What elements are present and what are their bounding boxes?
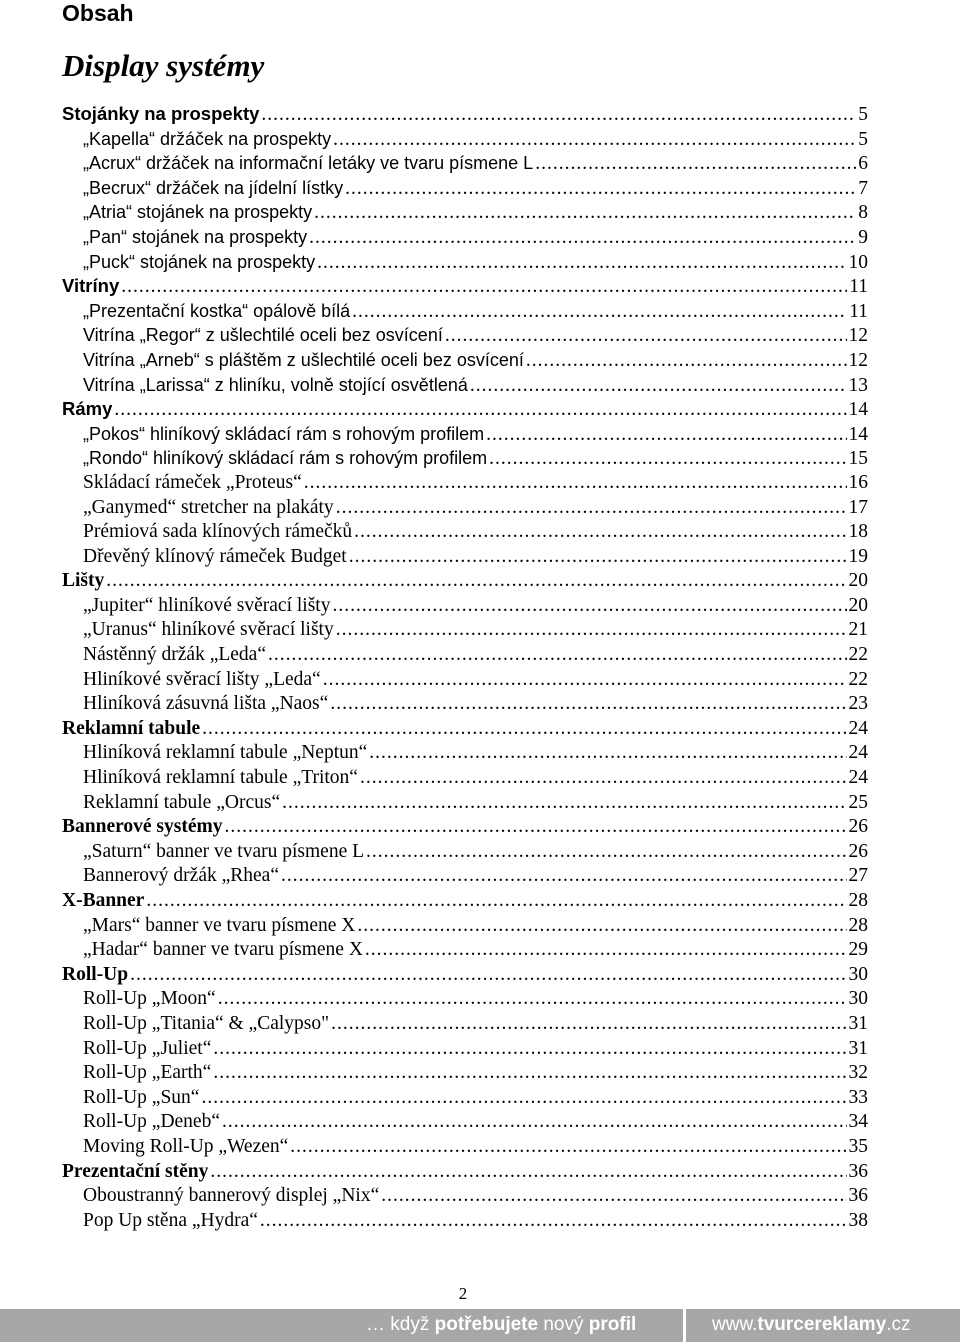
toc-entry[interactable] [62, 1012, 868, 1037]
toc-page-number: 23 [848, 693, 868, 715]
toc-entry[interactable] [62, 1209, 868, 1234]
toc-dot-leader [201, 1086, 846, 1111]
toc-entry-title: Dřevěný klínový rámeček Budget [83, 545, 347, 567]
toc-dot-leader [261, 103, 856, 128]
toc-entry[interactable] [62, 840, 868, 865]
page-number: 2 [458, 1284, 468, 1303]
toc-page-number: 34 [848, 1111, 868, 1133]
toc-dot-leader [336, 496, 847, 521]
toc-page-number: 28 [848, 914, 868, 936]
toc-dot-leader [146, 889, 846, 914]
toc-section-entry[interactable] [62, 963, 868, 988]
toc-entry-title: Pop Up stěna „Hydra“ [83, 1209, 258, 1231]
toc-page-number: 5 [858, 128, 868, 150]
toc-page-number: 17 [848, 496, 868, 518]
toc-entry-title: Roll-Up „Earth“ [83, 1062, 212, 1084]
toc-section-entry[interactable] [62, 1160, 868, 1185]
toc-dot-leader [345, 177, 856, 202]
toc-entry[interactable] [62, 938, 868, 963]
toc-page-number: 36 [848, 1160, 868, 1182]
toc-section-entry[interactable] [62, 889, 868, 914]
toc-dot-leader [489, 447, 846, 472]
toc-entry[interactable] [62, 864, 868, 889]
toc-entry-title: „Becrux“ držáček na jídelní lístky [83, 177, 344, 198]
toc-entry-title: Reklamní tabule [62, 717, 201, 739]
toc-page-number: 9 [858, 226, 868, 248]
tagline-prefix: … když [366, 1314, 435, 1335]
toc-entry-title: Roll-Up [62, 963, 129, 985]
toc-entry-title: „Uranus“ hliníkové svěrací lišty [83, 619, 334, 641]
toc-entry[interactable] [62, 741, 868, 766]
toc-entry-title: „Jupiter“ hliníkové svěrací lišty [83, 594, 331, 616]
toc-entry[interactable] [62, 766, 868, 791]
toc-dot-leader [333, 128, 856, 153]
toc-section-entry[interactable] [62, 717, 868, 742]
toc-page-number: 18 [848, 521, 868, 543]
toc-entry-title: „Mars“ banner ve tvaru písmene X [83, 914, 356, 936]
toc-entry-title: Nástěnný držák „Leda“ [83, 644, 266, 666]
toc-entry[interactable] [62, 1037, 868, 1062]
toc-entry-title: „Atria“ stojánek na prospekty [83, 202, 313, 223]
toc-entry[interactable] [62, 348, 868, 373]
toc-entry-title: Roll-Up „Moon“ [83, 988, 216, 1010]
toc-dot-leader [369, 741, 846, 766]
toc-dot-leader [366, 840, 846, 865]
toc-entry-title: Hliníková zásuvná lišta „Naos“ [83, 693, 329, 715]
toc-page-number: 25 [848, 791, 868, 813]
toc-entry-title: Vitrína „Larissa“ z hliníku, volně stojící osvětlená [83, 374, 468, 395]
toc-entry-title: Hliníkové svěrací lišty „Leda“ [83, 668, 321, 690]
toc-entry-title: „Pan“ stojánek na prospekty [83, 226, 308, 247]
toc-entry-title: Oboustranný bannerový displej „Nix“ [83, 1185, 380, 1207]
toc-section-entry[interactable] [62, 815, 868, 840]
toc-entry[interactable] [62, 668, 868, 693]
toc-page-number: 24 [848, 742, 868, 764]
toc-page-number: 35 [848, 1135, 868, 1157]
toc-entry[interactable] [62, 176, 868, 201]
toc-entry[interactable] [62, 1086, 868, 1111]
toc-page-number: 30 [848, 963, 868, 985]
page-title: Display systémy [62, 48, 265, 83]
toc-dot-leader [210, 1160, 846, 1185]
toc-dot-leader [213, 1037, 846, 1062]
toc-entry[interactable] [62, 914, 868, 939]
toc-entry-title: Stojánky na prospekty [62, 103, 260, 124]
toc-entry-title: „Puck“ stojánek na prospekty [83, 251, 316, 272]
toc-entry-title: Prezentační stěny [62, 1160, 209, 1182]
toc-dot-leader [225, 815, 847, 840]
toc-entry[interactable] [62, 1135, 868, 1160]
toc-dot-leader [106, 569, 846, 594]
toc-entry-title: Bannerový držák „Rhea“ [83, 865, 279, 887]
toc-page-number: 26 [848, 840, 868, 862]
toc-dot-leader [486, 423, 846, 448]
toc-entry-title: Reklamní tabule „Orcus“ [83, 791, 281, 813]
toc-entry[interactable] [62, 1110, 868, 1135]
toc-page-number: 15 [848, 448, 868, 470]
toc-page-number: 20 [848, 570, 868, 592]
toc-page-number: 30 [848, 988, 868, 1010]
toc-entry[interactable] [62, 446, 868, 471]
toc-entry[interactable] [62, 618, 868, 643]
toc-dot-leader [282, 791, 846, 816]
url-prefix: www. [712, 1314, 758, 1335]
toc-entry[interactable] [62, 692, 868, 717]
toc-entry-title: Vitrína „Arneb“ s pláštěm z ušlechtilé oceli bez osvícení [83, 349, 524, 370]
toc-entry[interactable] [62, 545, 868, 570]
tagline-end: profil [588, 1314, 637, 1335]
toc-page-number: 22 [848, 668, 868, 690]
toc-dot-leader [330, 692, 846, 717]
footer-tagline [366, 1312, 636, 1338]
toc-entry[interactable] [62, 594, 868, 619]
toc-entry-title: Roll-Up „Titania“ & „Calypso" [83, 1012, 330, 1034]
toc-dot-leader [336, 618, 847, 643]
toc-entry-title: Prémiová sada klínových rámečků [83, 521, 353, 543]
toc-page-number: 36 [848, 1185, 868, 1207]
toc-page-number: 6 [858, 153, 868, 175]
toc-dot-leader [357, 914, 846, 939]
toc-entry-title: „Kapella“ držáček na prospekty [83, 128, 332, 149]
toc-entry[interactable] [62, 373, 868, 398]
toc-dot-leader [218, 987, 847, 1012]
toc-dot-leader [332, 594, 846, 619]
toc-page-number: 10 [848, 251, 868, 273]
toc-page-number: 38 [848, 1209, 868, 1231]
toc-page-number: 29 [848, 939, 868, 961]
toc-entry-title: „Rondo“ hliníkový skládací rám s rohovým profilem [83, 448, 488, 469]
toc-entry-title: Bannerové systémy [62, 816, 223, 838]
toc-section-entry[interactable] [62, 102, 868, 127]
toc-entry-title: „Saturn“ banner ve tvaru písmene L [83, 840, 365, 862]
toc-entry[interactable] [62, 1184, 868, 1209]
toc-page-number: 32 [848, 1062, 868, 1084]
toc-dot-leader [309, 226, 856, 251]
toc-entry-title: Roll-Up „Juliet“ [83, 1037, 212, 1059]
toc-page-number: 21 [848, 619, 868, 641]
toc-entry-title: Roll-Up „Sun“ [83, 1086, 200, 1108]
toc-page-number: 24 [848, 767, 868, 789]
toc-entry[interactable] [62, 151, 868, 176]
toc-page-number: 28 [848, 890, 868, 911]
toc-dot-leader [470, 374, 847, 399]
toc-page-number: 24 [848, 717, 868, 739]
toc-page-number: 12 [848, 325, 868, 347]
toc-section-entry[interactable] [62, 569, 868, 594]
toc-page-number: 11 [849, 300, 868, 322]
toc-entry-title: „Hadar“ banner ve tvaru písmene X [83, 939, 363, 961]
toc-page-number: 31 [848, 1037, 868, 1059]
toc-dot-leader [349, 545, 847, 570]
toc-entry[interactable] [62, 250, 868, 275]
toc-dot-leader [213, 1061, 846, 1086]
toc-entry[interactable] [62, 496, 868, 521]
toc-entry-title: Hliníková reklamní tabule „Triton“ [83, 767, 358, 789]
toc-section-entry[interactable] [62, 397, 868, 422]
toc-entry[interactable] [62, 791, 868, 816]
toc-page-number: 14 [848, 399, 868, 421]
toc-dot-leader [314, 201, 856, 226]
toc-entry[interactable] [62, 422, 868, 447]
toc-entry[interactable] [62, 127, 868, 152]
toc-dot-leader [354, 520, 846, 545]
toc-page-number: 31 [848, 1012, 868, 1034]
toc-section-entry[interactable] [62, 274, 868, 299]
toc-entry-title: Rámy [62, 398, 113, 420]
toc-entry[interactable] [62, 200, 868, 225]
toc-entry-title: „Ganymed“ stretcher na plakáty [83, 496, 334, 518]
toc-dot-leader [317, 251, 846, 276]
toc-entry-title: Skládací rámeček „Proteus“ [83, 471, 302, 493]
toc-page-number: 13 [848, 374, 868, 396]
toc-page-number: 8 [858, 202, 868, 224]
toc-dot-leader [268, 643, 847, 668]
toc-dot-leader [352, 300, 847, 325]
toc-dot-leader [260, 1209, 847, 1234]
toc-dot-leader [202, 717, 846, 742]
toc-page-number: 26 [848, 816, 868, 838]
toc-entry[interactable] [62, 299, 868, 324]
toc-dot-leader [121, 275, 847, 300]
toc-entry-title: „Pokos“ hliníkový skládací rám s rohovým profilem [83, 423, 485, 444]
toc-dot-leader [360, 766, 847, 791]
url-domain: tvurcereklamy [757, 1314, 887, 1335]
toc-page-number: 14 [848, 423, 868, 445]
toc-entry[interactable] [62, 471, 868, 496]
toc-page-number: 33 [848, 1086, 868, 1108]
toc-dot-leader [331, 1012, 846, 1037]
toc-dot-leader [304, 471, 847, 496]
toc-entry-title: Roll-Up „Deneb“ [83, 1111, 220, 1133]
toc-page-number: 22 [848, 644, 868, 666]
toc-entry[interactable] [62, 643, 868, 668]
toc-entry-title: Vitríny [62, 275, 120, 297]
toc-dot-leader [381, 1184, 846, 1209]
toc-page-number: 12 [848, 349, 868, 371]
toc-dot-leader [290, 1135, 846, 1160]
url-suffix: .cz [886, 1314, 911, 1335]
section-label: Obsah [62, 0, 134, 26]
toc-dot-leader [114, 398, 846, 423]
toc-page-number: 27 [848, 865, 868, 887]
toc-entry-title: „Acrux“ držáček na informační letáky ve tvaru písmene L [83, 153, 534, 174]
toc-entry[interactable] [62, 1061, 868, 1086]
toc-dot-leader [445, 324, 847, 349]
toc-page-number: 7 [858, 177, 868, 199]
toc-entry[interactable] [62, 520, 868, 545]
tagline-strong: potřebujete [434, 1314, 539, 1335]
toc-entry-title: Lišty [62, 570, 105, 592]
toc-entry[interactable] [62, 323, 868, 348]
toc-entry[interactable] [62, 987, 868, 1012]
toc-dot-leader [526, 349, 847, 374]
toc-page-number: 16 [848, 471, 868, 493]
footer-divider [683, 1309, 686, 1342]
toc-dot-leader [535, 152, 856, 177]
toc-dot-leader [281, 864, 847, 889]
toc-page-number: 5 [858, 104, 868, 125]
toc-entry-title: X-Banner [62, 890, 145, 911]
toc-dot-leader [222, 1110, 847, 1135]
footer-url-link[interactable] [712, 1312, 911, 1338]
table-of-contents [62, 102, 868, 1233]
toc-page-number: 20 [848, 594, 868, 616]
toc-entry[interactable] [62, 225, 868, 250]
toc-page-number: 11 [849, 276, 868, 298]
toc-entry-title: „Prezentační kostka“ opálově bílá [83, 300, 351, 321]
toc-page-number: 19 [848, 545, 868, 567]
toc-entry-title: Vitrína „Regor“ z ušlechtilé oceli bez osvícení [83, 325, 443, 346]
toc-entry-title: Moving Roll-Up „Wezen“ [83, 1135, 289, 1157]
toc-dot-leader [365, 938, 847, 963]
toc-dot-leader [130, 963, 846, 988]
toc-dot-leader [323, 668, 847, 693]
toc-entry-title: Hliníková reklamní tabule „Neptun“ [83, 742, 368, 764]
tagline-middle: nový [538, 1314, 589, 1335]
